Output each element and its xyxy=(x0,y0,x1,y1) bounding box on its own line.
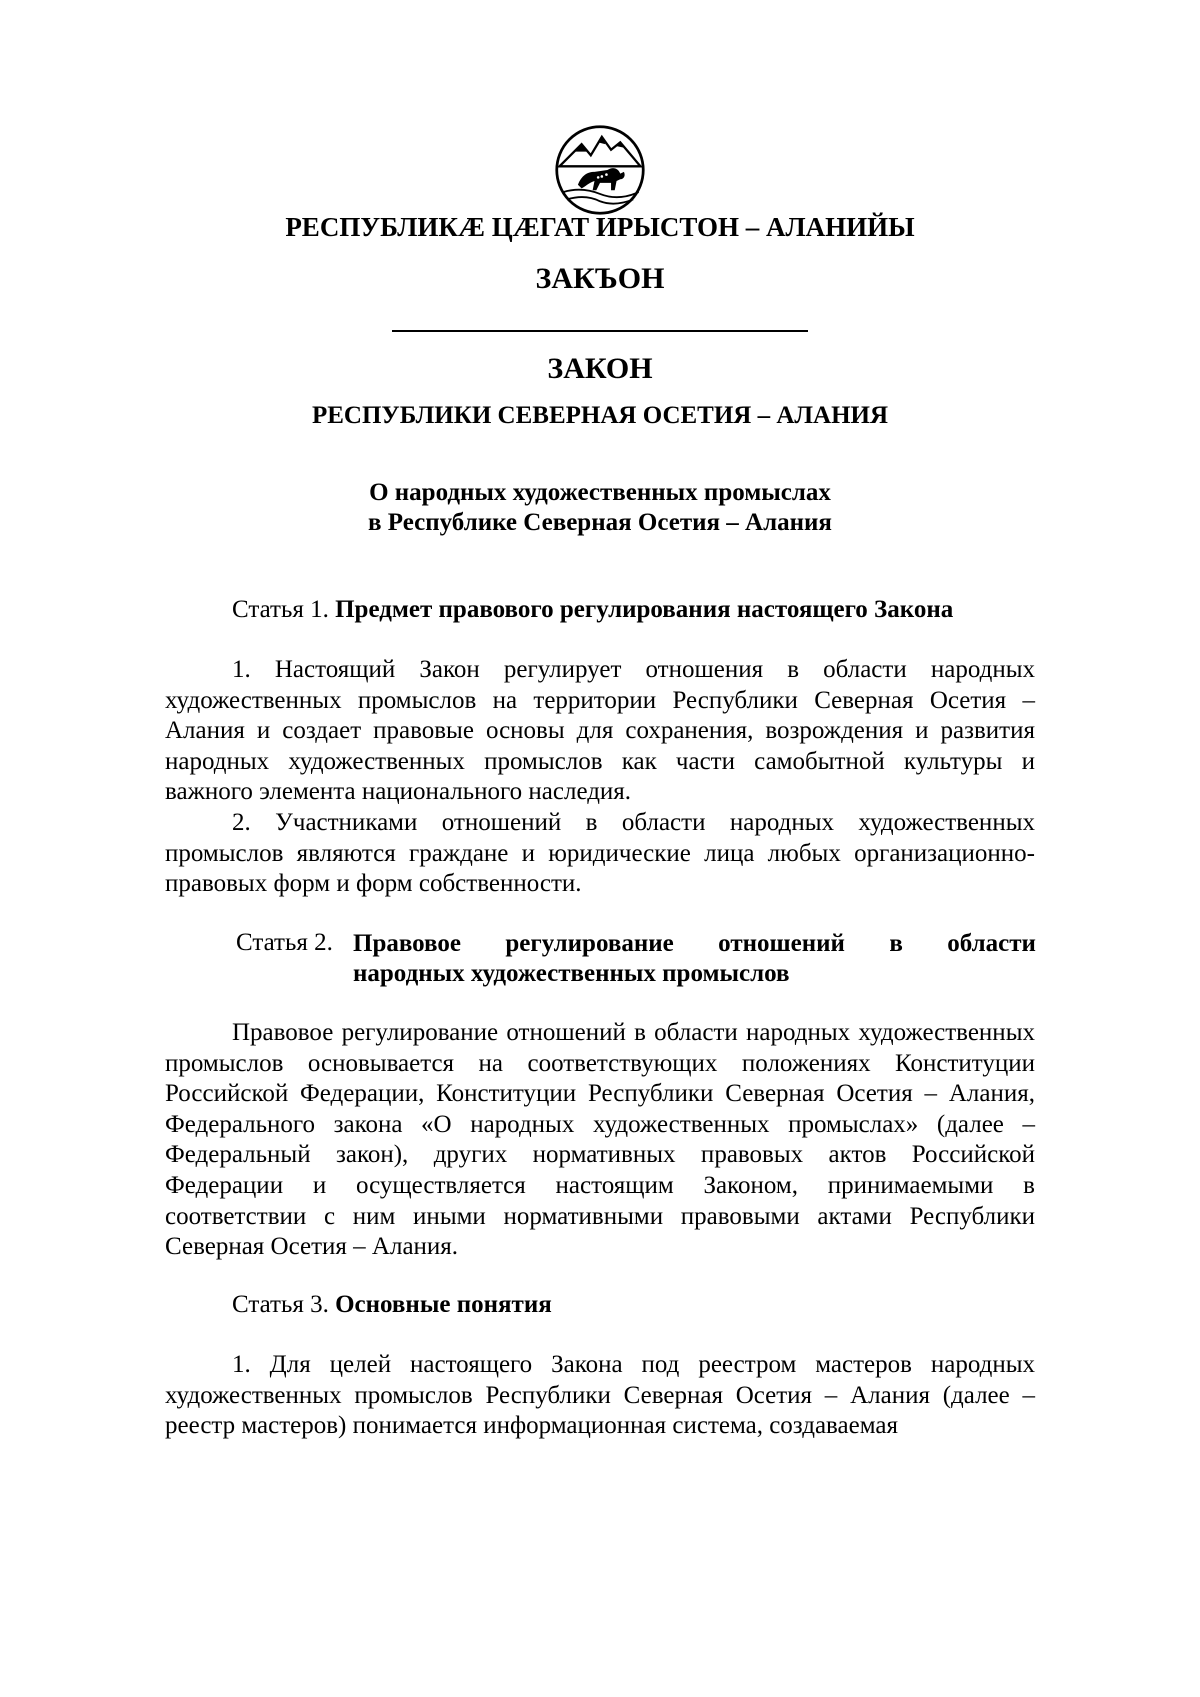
article-2-heading xyxy=(353,929,1036,989)
article-3-paragraph-1: 1. Для целей настоящего Закона под реестром мастеров народных художественных промыслов Республики Северная Осетия – Алания (далее – реестр мастеров) понимается информационная система, создаваемая xyxy=(165,1351,1035,1440)
article-1-body xyxy=(165,655,1035,900)
article-3-title xyxy=(232,1291,552,1319)
article-2-body xyxy=(165,1018,1035,1263)
article-2-heading-line-2: народных художественных промыслов xyxy=(353,960,790,987)
law-title-line-2: в Республике Северная Осетия – Алания xyxy=(368,509,832,536)
article-1-title xyxy=(232,596,953,624)
article-2-heading-word: области xyxy=(947,930,1036,957)
article-2-title xyxy=(236,929,1036,989)
article-1-paragraph-2: 2. Участниками отношений в области народных художественных промыслов являются граждане и юридические лица любых организационно-правовых форм и форм собственности. xyxy=(165,808,1035,898)
article-2-paragraph-1: Правовое регулирование отношений в области народных художественных промыслов основывается на соответствующих положениях Конституции Российской Федерации, Конституции Республики Северная Осетия – Алания, Федерального закона «О народных художественных промыслах» (далее – Федеральный закон), других нормативных правовых актов Российской Федерации и осуществляется настоящим Законом, принимаемыми в соответствии с ним иными нормативными правовыми актами Республики Северная Осетия – Алания. xyxy=(165,1019,1035,1261)
coat-of-arms-icon xyxy=(554,124,646,216)
article-1-heading: Предмет правового регулирования настоящего Закона xyxy=(335,596,954,623)
law-heading: ЗАКОН xyxy=(547,352,653,385)
ossetian-law-heading: ЗАКЪОН xyxy=(535,262,665,295)
law-title-line-1: О народных художественных промыслах xyxy=(369,479,831,506)
article-2-heading-word: отношений xyxy=(718,930,845,957)
article-1-label: Статья 1. xyxy=(232,596,329,623)
article-2-heading-word: Правовое xyxy=(353,930,461,957)
article-2-heading-word: в xyxy=(889,930,903,957)
law-title xyxy=(0,478,1200,538)
republic-heading: РЕСПУБЛИКИ СЕВЕРНАЯ ОСЕТИЯ – АЛАНИЯ xyxy=(311,402,889,429)
article-3-heading: Основные понятия xyxy=(335,1291,552,1318)
article-3-label: Статья 3. xyxy=(232,1291,329,1318)
article-1-paragraph-1: 1. Настоящий Закон регулирует отношения в области народных художественных промыслов на территории Республики Северная Осетия – Алания и создает правовые основы для сохранения, возрождения и развития народных художественных промыслов как части самобытной культуры и важного элемента национального наследия. xyxy=(165,656,1035,806)
separator-line xyxy=(392,330,808,332)
article-2-label: Статья 2. xyxy=(236,929,333,956)
article-3-body xyxy=(165,1350,1035,1442)
ossetian-republic-heading: РЕСПУБЛИКӔ ЦӔГАТ ИРЫСТОН – АЛАНИЙЫ xyxy=(285,212,915,242)
article-2-heading-word: регулирование xyxy=(505,930,674,957)
